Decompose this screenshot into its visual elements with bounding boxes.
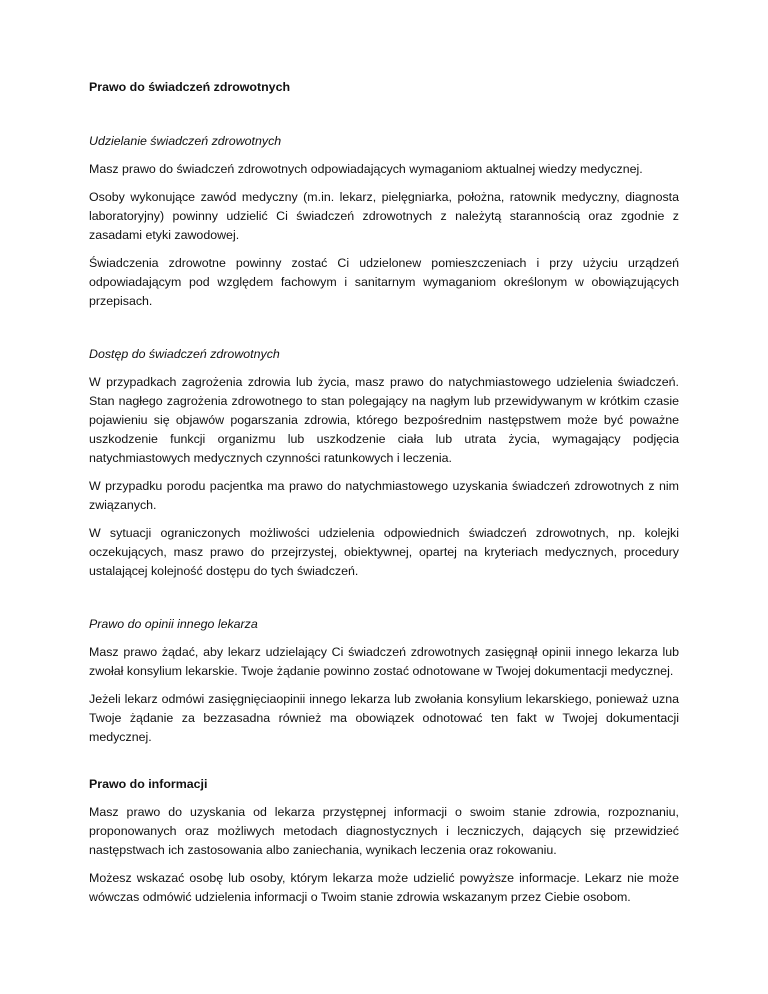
section-heading-dostep: Dostęp do świadczeń zdrowotnych <box>89 347 280 361</box>
paragraph: Masz prawo do świadczeń zdrowotnych odpowiadających wymaganiom aktualnej wiedzy medycznej. <box>89 162 643 176</box>
section-heading-udzielanie: Udzielanie świadczeń zdrowotnych <box>89 134 282 148</box>
paragraph: Jeżeli lekarz odmówi zasięgnięciaopinii innego lekarza lub zwołania konsylium lekarskiego, ponieważ uzna Twoje żądanie za bezzasadna również ma obowiązek odnotować ten fakt w Twojej dokumentacji medycznej. <box>89 692 679 744</box>
paragraph: Możesz wskazać osobę lub osoby, którym lekarza może udzielić powyższe informacje. Lekarz nie może wówczas odmówić udzielenia informacji o Twoim stanie zdrowia wskazanym przez Ciebie osobom. <box>89 871 679 904</box>
document-page <box>89 78 679 907</box>
paragraph: Masz prawo żądać, aby lekarz udzielający Ci świadczeń zdrowotnych zasięgnął opinii innego lekarza lub zwołał konsylium lekarskie. Twoje żądanie powinno zostać odnotowane w Twojej dokumentacji medycznej. <box>89 645 679 678</box>
section-heading-informacja: Prawo do informacji <box>89 777 208 791</box>
paragraph: Masz prawo do uzyskania od lekarza przystępnej informacji o swoim stanie zdrowia, rozpoznaniu, proponowanych oraz możliwych metodach diagnostycznych i leczniczych, dających się przewidzieć następstwach ich zastosowania albo zaniechania, wynikach leczenia oraz rokowaniu. <box>89 805 679 857</box>
paragraph: W przypadku porodu pacjentka ma prawo do natychmiastowego uzyskania świadczeń zdrowotnych z nim związanych. <box>89 479 679 512</box>
paragraph: Osoby wykonujące zawód medyczny (m.in. lekarz, pielęgniarka, położna, ratownik medyczny, diagnosta laboratoryjny) powinny udzielić Ci świadczeń zdrowotnych z należytą starannością oraz zgodnie z zasadami etyki zawodowej. <box>89 190 679 242</box>
section-heading-opinia: Prawo do opinii innego lekarza <box>89 617 258 631</box>
paragraph: W przypadkach zagrożenia zdrowia lub życia, masz prawo do natychmiastowego udzielenia świadczeń. Stan nagłego zagrożenia zdrowotnego to stan polegający na nagłym lub przewidywanym w krótkim czasie pojawieniu się objawów pogarszania zdrowia, którego bezpośrednim następstwem może być poważne uszkodzenie funkcji organizmu lub uszkodzenie ciała lub utrata życia, wymagający podjęcia natychmiastowych medycznych czynności ratunkowych i leczenia. <box>89 375 679 465</box>
paragraph: Świadczenia zdrowotne powinny zostać Ci udzielonew pomieszczeniach i przy użyciu urządzeń odpowiadającym pod względem fachowym i sanitarnym wymaganiom określonym w obowiązujących przepisach. <box>89 256 679 308</box>
paragraph: W sytuacji ograniczonych możliwości udzielenia odpowiednich świadczeń zdrowotnych, np. kolejki oczekujących, masz prawo do przejrzystej, obiektywnej, opartej na kryteriach medycznych, procedury ustalającej kolejność dostępu do tych świadczeń. <box>89 526 679 578</box>
document-title: Prawo do świadczeń zdrowotnych <box>89 80 291 94</box>
